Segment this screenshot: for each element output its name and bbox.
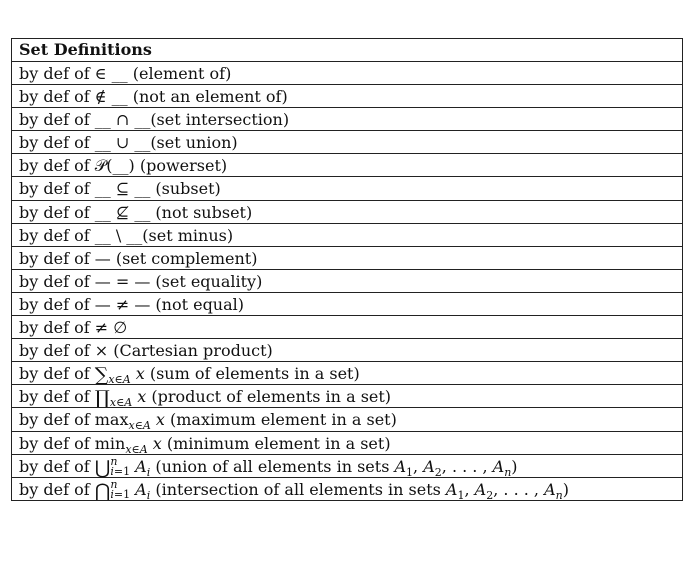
row-prefix: by def of [19,479,95,499]
row-prefix: by def of [19,202,95,222]
table-row [12,84,682,107]
table-row [12,338,682,361]
row-definition: $\min_{x\in A} x$ (minimum element in a set) [94,433,391,454]
table-row [12,61,682,84]
row-prefix: by def of [19,341,95,361]
table-row [12,477,682,500]
table-row [12,130,682,153]
table-row [12,454,682,477]
set-definitions-table [11,38,683,501]
row-definition: — (set complement) [94,248,258,268]
row-prefix: by def of [19,110,95,130]
row-prefix: by def of [19,387,95,407]
table-row [12,269,682,292]
table-row [12,176,682,199]
row-definition: 𝒫(__) (powerset) [94,156,228,176]
row-prefix: by def of [19,156,95,176]
row-definition: __ ⊈ __ (not subset) [94,202,253,222]
row-definition: __ ∩ __(set intersection) [94,110,290,130]
row-definition: __ \ __(set minus) [94,225,234,245]
table-row [12,107,682,130]
row-definition: — = — (set equality) [94,271,263,291]
table-row [12,153,682,176]
table-row [12,223,682,246]
row-definition: × (Cartesian product) [94,341,273,361]
table-row [12,384,682,407]
row-prefix: by def of [19,410,95,430]
row-definition: ⋃ n i=1 $A_i$ (union of all elements in sets $A_1$, $A_2$, . . . , $A_n$) [94,454,518,477]
row-prefix: by def of [19,433,95,453]
row-prefix: by def of [19,248,95,268]
row-prefix: by def of [19,294,95,314]
row-definition: — ≠ — (not equal) [94,294,245,314]
row-definition: ⋂ n i=1 $A_i$ (intersection of all elements in sets $A_1$, $A_2$, . . . , $A_n$) [94,477,569,500]
row-definition: ≠ ∅ [94,318,128,338]
table-row [12,407,682,430]
table-row [12,200,682,223]
row-definition: $\max_{x\in A} x$ (maximum element in a set) [94,410,397,431]
table-row [12,431,682,454]
table-body [12,61,682,500]
row-prefix: by def of [19,364,95,384]
row-definition: $\prod_{x\in A}$ x (product of elements in a set) [94,387,392,408]
row-prefix: by def of [19,318,95,338]
row-prefix: by def of [19,133,95,153]
table-row [12,361,682,384]
row-prefix: by def of [19,225,95,245]
row-prefix: by def of [19,456,95,476]
row-definition: $\sum_{x\in A}$ x (sum of elements in a set) [94,364,360,385]
row-definition: __ ⊆ __ (subset) [94,179,221,199]
row-definition: ∈ __ (element of) [94,64,232,83]
row-prefix: by def of [19,64,95,83]
row-prefix: by def of [19,87,95,107]
row-prefix: by def of [19,179,95,199]
table-row [12,292,682,315]
row-definition: ∉ __ (not an element of) [94,87,288,107]
row-definition: __ ∪ __(set union) [94,133,238,153]
table-row [12,315,682,338]
table-header: Set Definitions [19,40,152,59]
row-prefix: by def of [19,271,95,291]
table-row [12,246,682,269]
